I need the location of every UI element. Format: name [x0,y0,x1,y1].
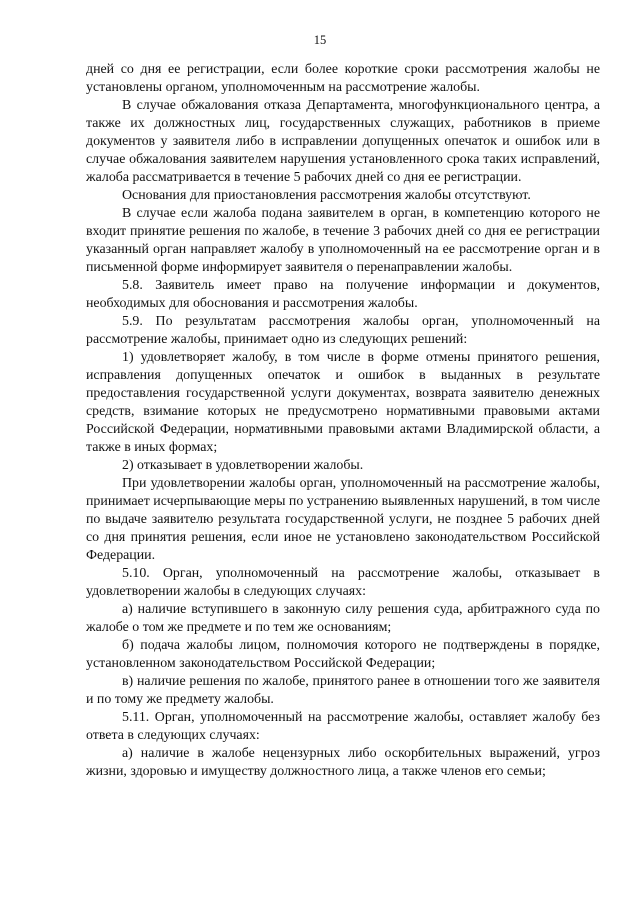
paragraph-5-9: 5.9. По результатам рассмотрения жалобы орган, уполномоченный на рассмотрение жалобы, принимает одно из следующих решений: [86,314,600,347]
paragraph-5-11: 5.11. Орган, уполномоченный на рассмотрение жалобы, оставляет жалобу без ответа в следующих случаях: [86,710,600,743]
page-number: 15 [313,33,327,47]
paragraph-5-10: 5.10. Орган, уполномоченный на рассмотрение жалобы, отказывает в удовлетворении жалобы в следующих случаях: [86,566,600,599]
paragraph: При удовлетворении жалобы орган, уполномоченный на рассмотрение жалобы, принимает исчерпывающие меры по устранению выявленных нарушений, в том числе по выдаче заявителю результата государственной услуги, не позднее 5 рабочих дней со дня принятия решения, если иное не установлено законодательством Российской Федерации. [86,476,600,563]
list-item: 1) удовлетворяет жалобу, в том числе в форме отмены принятого решения, исправления допущенных опечаток и ошибок в выданных в результате предоставления государственной услуги документах, возврата заявителю денежных средств, взимание которых не предусмотрено нормативными правовыми актами Российской Федерации, нормативными правовыми актами Владимирской области, а также в иных формах; [86,350,600,455]
paragraph: В случае обжалования отказа Департамента, многофункционального центра, а также их должностных лиц, государственных служащих, работников в приеме документов у заявителя либо в исправлении допущенных опечаток и ошибок или в случае обжалования заявителем нарушения установленного срока таких исправлений, жалоба рассматривается в течение 5 рабочих дней со дня ее регистрации. [86,98,600,185]
list-item: а) наличие вступившего в законную силу решения суда, арбитражного суда по жалобе о том же предмете и по тем же основаниям; [86,602,600,635]
list-item: в) наличие решения по жалобе, принятого ранее в отношении того же заявителя и по тому же предмету жалобы. [86,674,600,707]
paragraph: дней со дня ее регистрации, если более короткие сроки рассмотрения жалобы не установлены органом, уполномоченным на рассмотрение жалобы. [86,62,600,95]
paragraph-5-8: 5.8. Заявитель имеет право на получение информации и документов, необходимых для обоснования и рассмотрения жалобы. [86,278,600,311]
list-item: б) подача жалобы лицом, полномочия которого не подтверждены в порядке, установленном законодательством Российской Федерации; [86,638,600,671]
paragraph: Основания для приостановления рассмотрения жалобы отсутствуют. [122,188,531,203]
list-item: а) наличие в жалобе нецензурных либо оскорбительных выражений, угроз жизни, здоровью и имуществу должностного лица, а также членов его семьи; [86,746,600,779]
document-body [86,61,600,781]
list-item: 2) отказывает в удовлетворении жалобы. [122,458,364,473]
paragraph: В случае если жалоба подана заявителем в орган, в компетенцию которого не входит принятие решения по жалобе, в течение 3 рабочих дней со дня ее регистрации указанный орган направляет жалобу в уполномоченный на ее рассмотрение орган и в письменной форме информирует заявителя о перенаправлении жалобы. [86,206,600,275]
